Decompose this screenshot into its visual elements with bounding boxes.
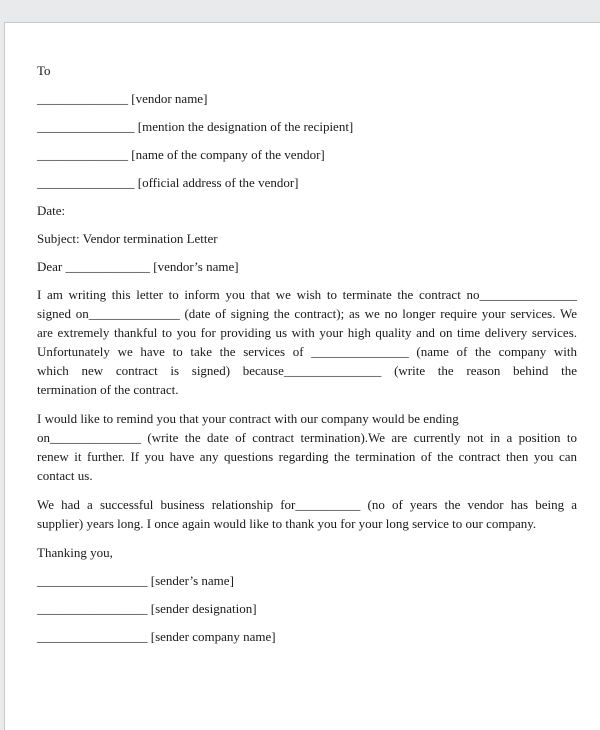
signature-sender-company: _________________ [sender company name] (37, 629, 276, 644)
salutation: Dear _____________ [vendor’s name] (37, 259, 239, 274)
to-label: To (37, 63, 51, 78)
paragraph-line: I would like to remind you that your contract with our company would be ending (37, 411, 459, 426)
paragraph-line: I am writing this letter to inform you that we wish to terminate the contract no_______________ (37, 287, 577, 302)
paragraph-line: signed on______________ (date of signing the contract); as we no longer require your services. We (37, 306, 577, 321)
signature-sender-designation: _________________ [sender designation] (37, 601, 257, 616)
paragraph-contract-ending (37, 409, 577, 485)
paragraph-line: We had a successful business relationship for__________ (no of years the vendor has being a (37, 497, 577, 512)
paragraph-line: are extremely thankful to you for providing us with your high quality and on time delivery services. (37, 325, 577, 340)
recipient-designation: _______________ [mention the designation of the recipient] (37, 119, 354, 134)
paragraph-line: Unfortunately we have to take the services of _______________ (name of the company with (37, 344, 577, 359)
paragraph-line: termination of the contract. (37, 382, 179, 397)
recipient-company: ______________ [name of the company of the vendor] (37, 147, 325, 162)
document-page (4, 22, 600, 730)
signature-sender-name: _________________ [sender’s name] (37, 573, 234, 588)
paragraph-line: on______________ (write the date of contract termination).We are currently not in a position to (37, 430, 577, 445)
recipient-vendor-name: ______________ [vendor name] (37, 91, 208, 106)
date-line: Date: (37, 203, 66, 218)
recipient-address: _______________ [official address of the vendor] (37, 175, 299, 190)
paragraph-line: supplier) years long. I once again would like to thank you for your long service to our company. (37, 516, 537, 531)
paragraph-line: contact us. (37, 468, 93, 483)
closing-line: Thanking you, (37, 545, 113, 560)
paragraph-line: which new contract is signed) because_______________ (write the reason behind the (37, 363, 577, 378)
paragraph-line: renew it further. If you have any questions regarding the termination of the contract then you can (37, 449, 577, 464)
paragraph-relationship (37, 495, 577, 533)
subject-line: Subject: Vendor termination Letter (37, 231, 218, 246)
paragraph-termination-notice (37, 285, 577, 399)
